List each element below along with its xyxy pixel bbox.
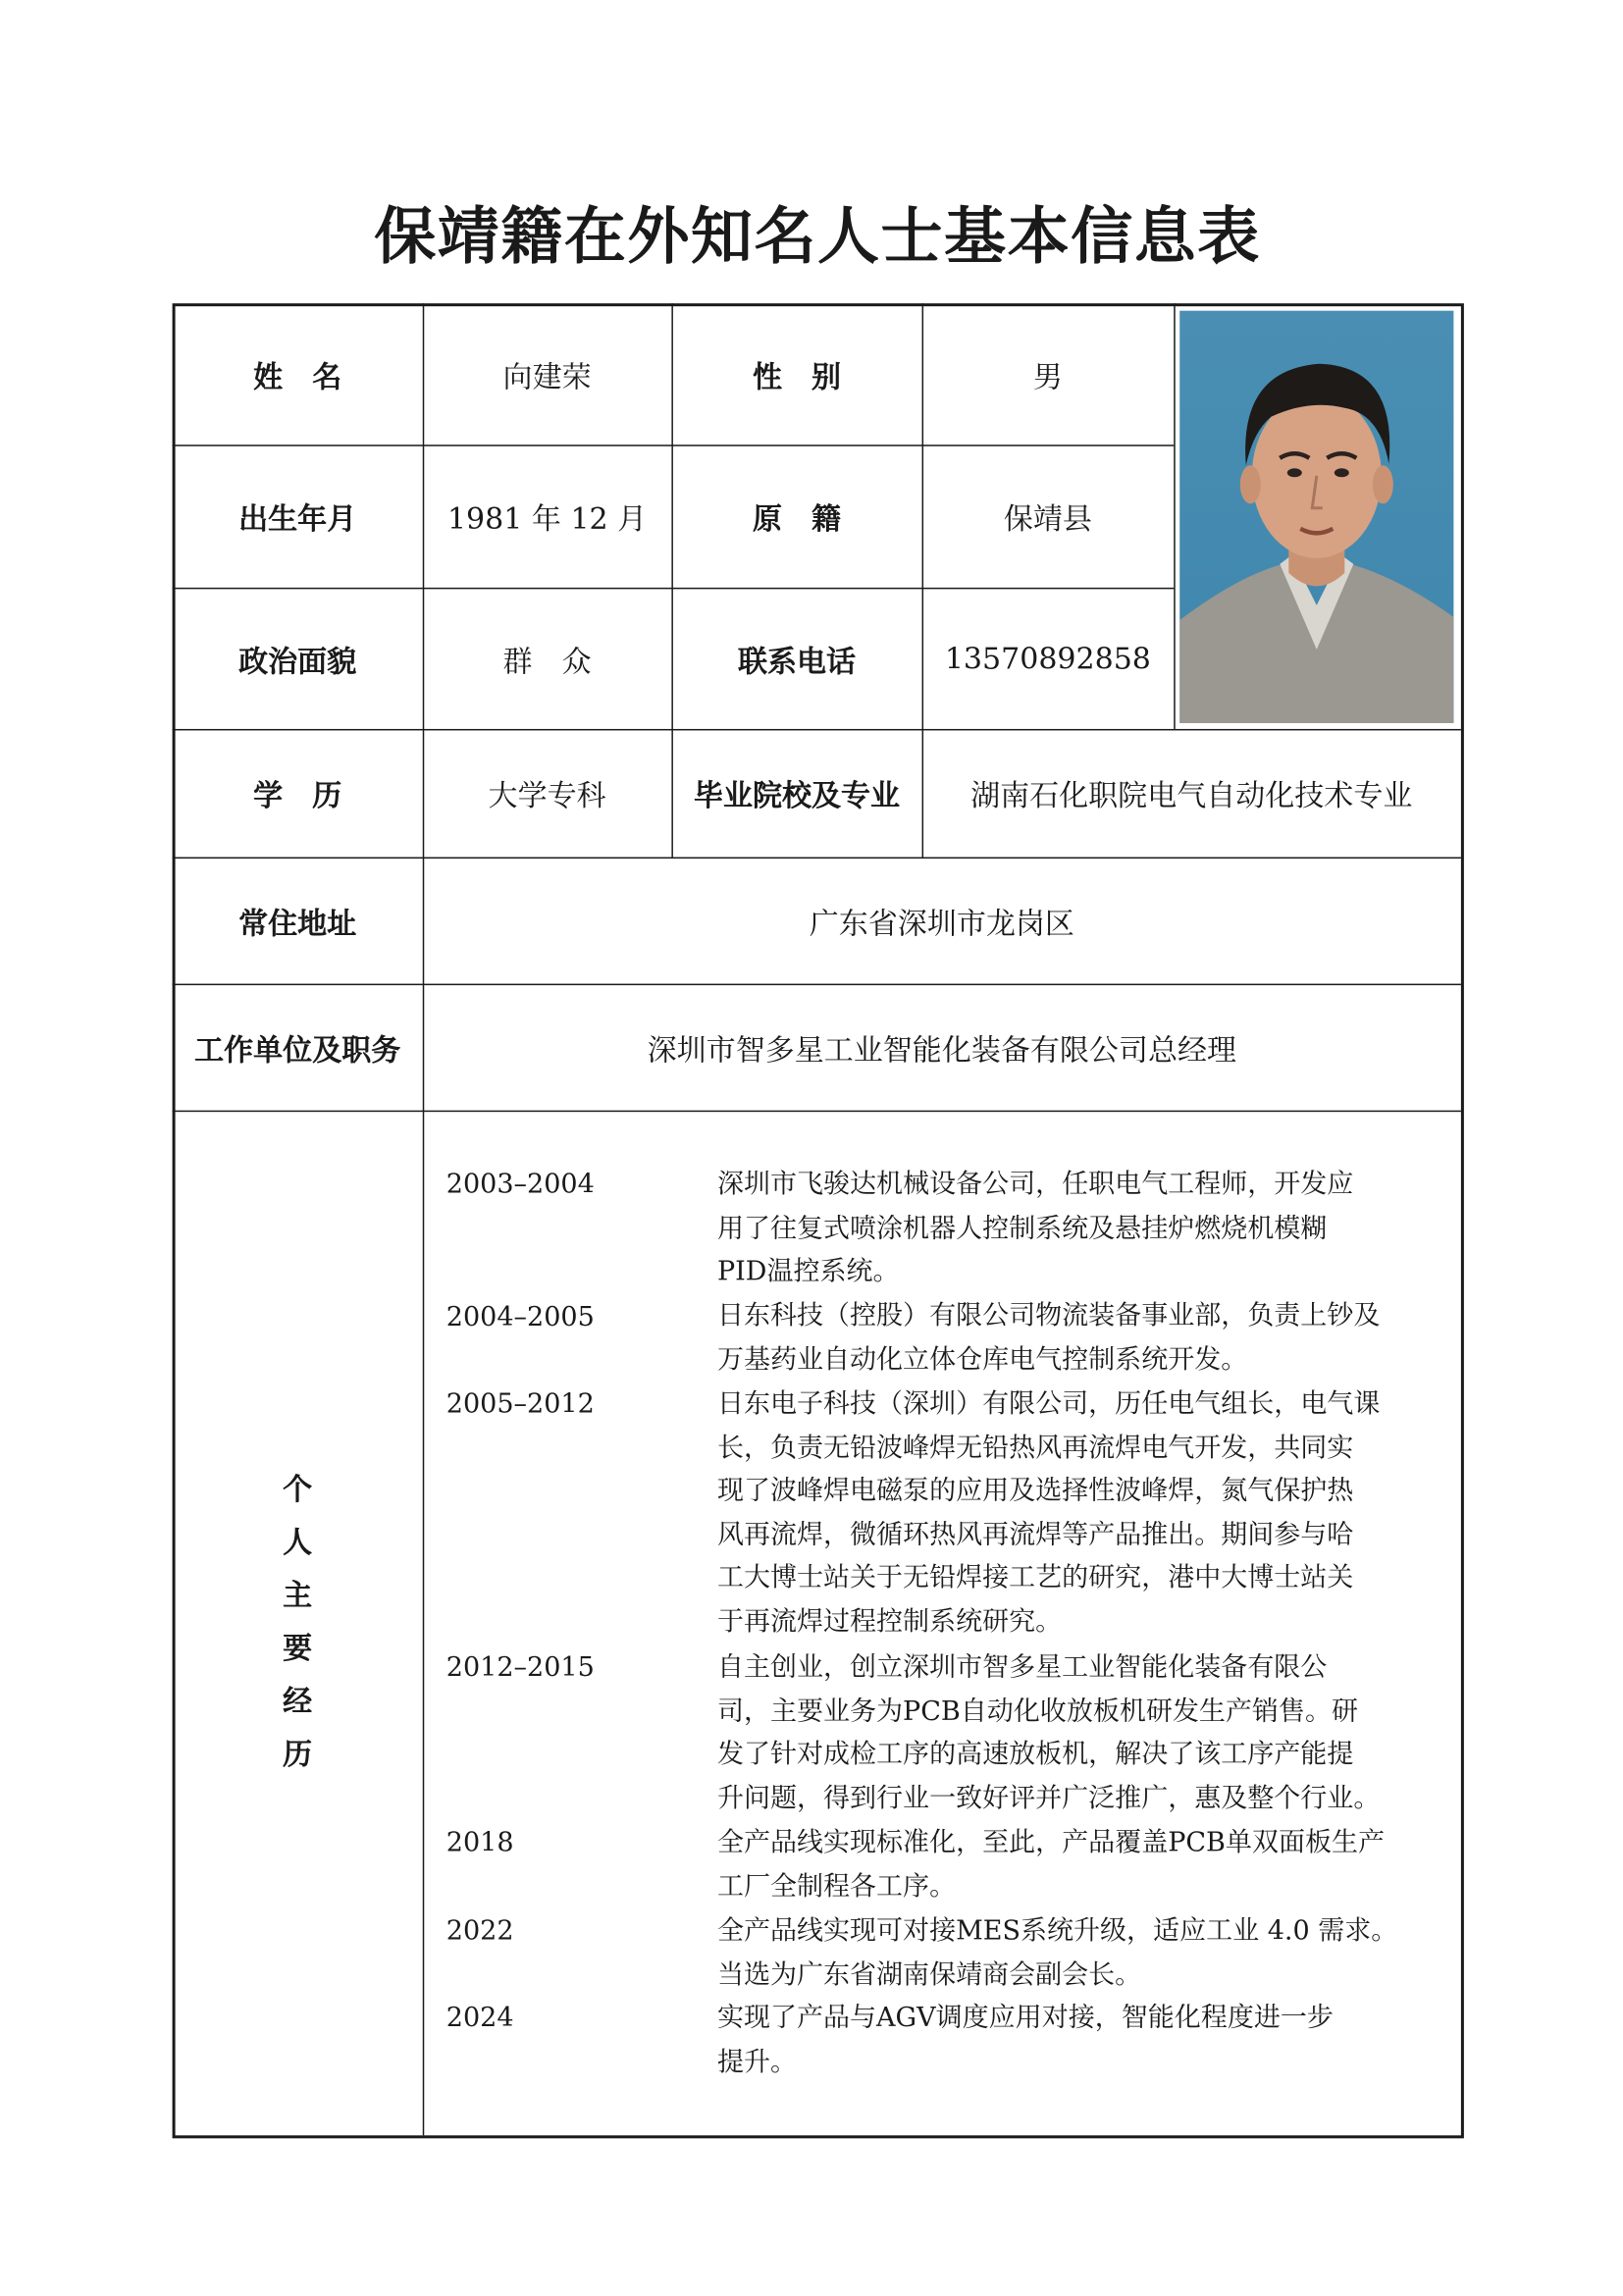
experience-year: 2022 (445, 1915, 514, 1948)
experience-description: 全产品线实现标准化，至此，产品覆盖PCB单双面板生产 工厂全制程各工序。 (716, 1827, 1386, 1903)
experience-year: 2004–2005 (445, 1301, 595, 1333)
address-value: 广东省深圳市龙岗区 (809, 905, 1074, 941)
school-value: 湖南石化职院电气自动化技术专业 (970, 777, 1413, 813)
birth-value: 1981 年 12 月 (446, 500, 648, 537)
school-label: 毕业院校及专业 (693, 777, 901, 813)
phone-label: 联系电话 (737, 643, 857, 679)
experience-description: 日东科技（控股）有限公司物流装备事业部，负责上钞及 万基药业自动化立体仓库电气控制系统开发。 (716, 1300, 1381, 1376)
experience-description: 日东电子科技（深圳）有限公司，历任电气组长，电气课 长，负责无铅波峰焊无铅热风再流焊电气开发，共同实 现了波峰焊电磁泵的应用及选择性波峰焊，氮气保护热 风再流焊，微循环热风再流焊等产品推出。期间参与哈 工大博士站关于无铅焊接工艺的研究，港中大博士站关 于再流焊过程控制系统研究。 (716, 1388, 1381, 1638)
political-value: 群 众 (502, 643, 592, 679)
origin-label: 原 籍 (752, 500, 842, 537)
info-table (173, 303, 1461, 2135)
document-title: 保靖籍在外知名人士基本信息表 (374, 200, 1261, 273)
experience-label: 个 人 主 要 经 历 (283, 1471, 313, 1772)
experience-year: 2003–2004 (445, 1169, 595, 1201)
experience-description: 深圳市飞骏达机械设备公司，任职电气工程师，开发应 用了往复式喷涂机器人控制系统及悬挂炉燃烧机模糊 PID温控系统。 (716, 1169, 1354, 1287)
experience-description: 实现了产品与AGV调度应用对接，智能化程度进一步 提升。 (716, 2003, 1334, 2078)
work-label: 工作单位及职务 (194, 1031, 401, 1068)
education-value: 大学专科 (488, 777, 606, 813)
experience-list (173, 303, 1461, 2135)
work-value: 深圳市智多星工业智能化装备有限公司总经理 (647, 1031, 1237, 1068)
gender-label: 性 别 (752, 358, 842, 394)
experience-year: 2005–2012 (445, 1388, 595, 1420)
experience-year: 2018 (445, 1827, 514, 1859)
experience-year: 2024 (445, 2003, 514, 2034)
experience-description: 自主创业，创立深圳市智多星工业智能化装备有限公 司，主要业务为PCB自动化收放板机研发生产销售。研 发了针对成检工序的高速放板机，解决了该工序产能提 升问题，得到行业一致好评并广泛推广，惠及整个行业。 (716, 1652, 1381, 1814)
education-label: 学 历 (253, 777, 342, 813)
name-label: 姓 名 (253, 358, 342, 394)
experience-description: 全产品线实现可对接MES系统升级，适应工业 4.0 需求。 当选为广东省湖南保靖商会副会长。 (716, 1915, 1398, 1991)
experience-year: 2012–2015 (445, 1652, 595, 1684)
birth-label: 出生年月 (238, 500, 357, 537)
name-value: 向建荣 (502, 358, 592, 394)
phone-value: 13570892858 (944, 640, 1151, 676)
address-label: 常住地址 (238, 905, 357, 941)
political-label: 政治面貌 (238, 643, 357, 679)
gender-value: 男 (1032, 358, 1063, 394)
origin-value: 保靖县 (1003, 500, 1092, 537)
